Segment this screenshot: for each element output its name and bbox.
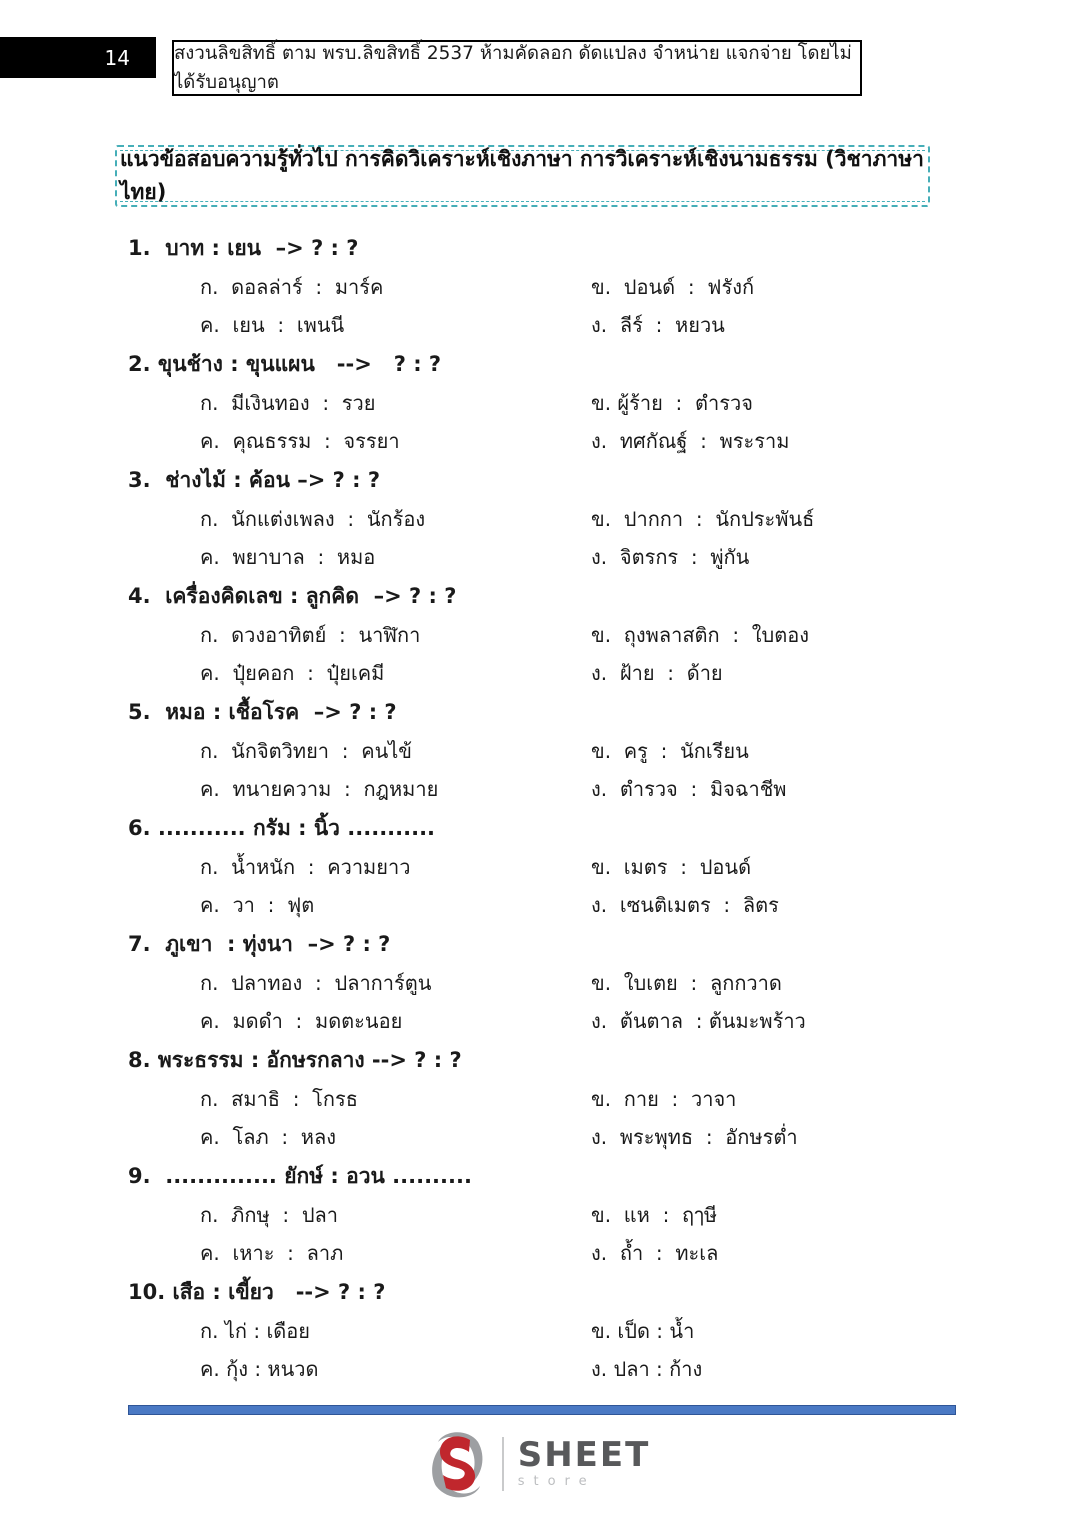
choice-option: ข. แห : ฤๅษี xyxy=(591,1203,718,1227)
exam-title-box xyxy=(115,145,930,207)
choice-option: ค. เหาะ : ลาภ xyxy=(200,1241,344,1265)
choice-option: ข. ใบเตย : ลูกกวาด xyxy=(591,971,782,995)
question-text: 3. ช่างไม้ : ค้อน –> ? : ? xyxy=(128,468,381,492)
choice-option: ก. นักแต่งเพลง : นักร้อง xyxy=(200,507,426,531)
question-text: 6. ........... กรัม : นิ้ว ........... xyxy=(128,816,436,840)
question-text: 10. เสือ : เขี้ยว --> ? : ? xyxy=(128,1280,386,1304)
copyright-notice-box xyxy=(172,40,862,96)
question-text: 7. ภูเขา : ทุ่งนา –> ? : ? xyxy=(128,932,391,956)
choices-grid xyxy=(128,616,952,692)
choice-option: ง. ถ้ำ : ทะเล xyxy=(591,1241,719,1265)
question-block xyxy=(128,1272,952,1388)
choice-option: ง. ทศกัณฐ์ : พระราม xyxy=(591,429,790,453)
choice-option: ค. มดดำ : มดตะนอย xyxy=(200,1009,403,1033)
choice-option: ค. ทนายความ : กฎหมาย xyxy=(200,777,439,801)
choice-option: ก. ปลาทอง : ปลาการ์ตูน xyxy=(200,971,432,995)
choices-grid xyxy=(128,268,952,344)
choice-option: ก. มีเงินทอง : รวย xyxy=(200,391,376,415)
question-text: 5. หมอ : เชื้อโรค –> ? : ? xyxy=(128,700,397,724)
choice-option: ก. ดอลล่าร์ : มาร์ค xyxy=(200,275,384,299)
choices-grid xyxy=(128,384,952,460)
choice-option: ก. น้ำหนัก : ความยาว xyxy=(200,855,411,879)
question-block xyxy=(128,576,952,692)
choices-grid xyxy=(128,1080,952,1156)
choice-option: ข. ผู้ร้าย : ตำรวจ xyxy=(591,391,753,415)
choice-option: ค. โลภ : หลง xyxy=(200,1125,337,1149)
choice-option: ค. เยน : เพนนี xyxy=(200,313,345,337)
choice-option: ก. ภิกษุ : ปลา xyxy=(200,1203,339,1227)
choice-option: ข. เป็ด : น้ำ xyxy=(591,1319,695,1343)
choice-option: ก. ดวงอาทิตย์ : นาฬิกา xyxy=(200,623,421,647)
choice-option: ข. ครู : นักเรียน xyxy=(591,739,749,763)
question-block xyxy=(128,228,952,344)
question-text: 9. .............. ยักษ์ : อวน .......... xyxy=(128,1164,472,1188)
sheet-store-logo-icon xyxy=(426,1428,488,1500)
logo-text-block xyxy=(517,1435,651,1490)
choices-grid xyxy=(128,1312,952,1388)
logo-divider xyxy=(502,1437,504,1491)
exam-title: แนวข้อสอบความรู้ทั่วไป การคิดวิเคราะห์เชิงภาษา การวิเคราะห์เชิงนามธรรม (วิชาภาษาไทย) xyxy=(120,147,924,204)
choices-grid xyxy=(128,1196,952,1272)
choice-option: ง. ตำรวจ : มิจฉาชีพ xyxy=(591,777,787,801)
choice-option: ง. จิตรกร : พู่กัน xyxy=(591,545,750,569)
question-block xyxy=(128,460,952,576)
choice-option: ค. ปุ๋ยคอก : ปุ๋ยเคมี xyxy=(200,661,385,685)
choice-option: ก. สมาธิ : โกรธ xyxy=(200,1087,358,1111)
choice-option: ง. ฝ้าย : ด้าย xyxy=(591,661,723,685)
choice-option: ข. ถุงพลาสติก : ใบตอง xyxy=(591,623,810,647)
copyright-text: สงวนลิขสิทธิ์ ตาม พรบ.ลิขสิทธิ์ 2537 ห้ามคัดลอก ดัดแปลง จำหน่าย แจกจ่าย โดยไม่ได้รับอนุญาต xyxy=(174,43,852,93)
choice-option: ข. เมตร : ปอนด์ xyxy=(591,855,752,879)
choice-option: ก. นักจิตวิทยา : คนไข้ xyxy=(200,739,412,763)
questions-list xyxy=(128,228,952,1388)
choices-grid xyxy=(128,732,952,808)
question-block xyxy=(128,808,952,924)
choice-option: ค. คุณธรรม : จรรยา xyxy=(200,429,400,453)
choices-grid xyxy=(128,848,952,924)
exam-title-inner xyxy=(120,147,925,204)
page-number: 14 xyxy=(104,45,130,70)
choice-option: ข. ปอนด์ : ฟรังก์ xyxy=(591,275,755,299)
choice-option: ข. กาย : วาจา xyxy=(591,1087,737,1111)
choice-option: ง. ปลา : ก้าง xyxy=(591,1357,703,1381)
footer-divider-bar xyxy=(128,1405,956,1415)
question-text: 8. พระธรรม : อักษรกลาง --> ? : ? xyxy=(128,1048,462,1072)
question-text: 4. เครื่องคิดเลข : ลูกคิด –> ? : ? xyxy=(128,584,457,608)
question-block xyxy=(128,344,952,460)
logo-subtext: store xyxy=(517,1474,596,1489)
question-text: 2. ขุนช้าง : ขุนแผน --> ? : ? xyxy=(128,352,442,376)
choice-option: ง. เซนติเมตร : ลิตร xyxy=(591,893,779,917)
choice-option: ค. วา : ฟุต xyxy=(200,893,315,917)
choice-option: ง. ต้นตาล : ต้นมะพร้าว xyxy=(591,1009,806,1033)
question-block xyxy=(128,1156,952,1272)
question-block xyxy=(128,1040,952,1156)
footer-logo xyxy=(0,1428,1076,1500)
page-number-box xyxy=(0,37,156,78)
question-block xyxy=(128,692,952,808)
choice-option: ง. ลีร์ : หยวน xyxy=(591,313,725,337)
choices-grid xyxy=(128,964,952,1040)
choice-option: ง. พระพุทธ : อักษรต่ำ xyxy=(591,1125,798,1149)
choices-grid xyxy=(128,500,952,576)
choice-option: ค. กุ้ง : หนวด xyxy=(200,1357,319,1381)
choice-option: ค. พยาบาล : หมอ xyxy=(200,545,376,569)
question-block xyxy=(128,924,952,1040)
question-text: 1. บาท : เยน –> ? : ? xyxy=(128,236,359,260)
choice-option: ข. ปากกา : นักประพันธ์ xyxy=(591,507,815,531)
logo-text: SHEET xyxy=(517,1435,651,1475)
choice-option: ก. ไก่ : เดือย xyxy=(200,1319,310,1343)
